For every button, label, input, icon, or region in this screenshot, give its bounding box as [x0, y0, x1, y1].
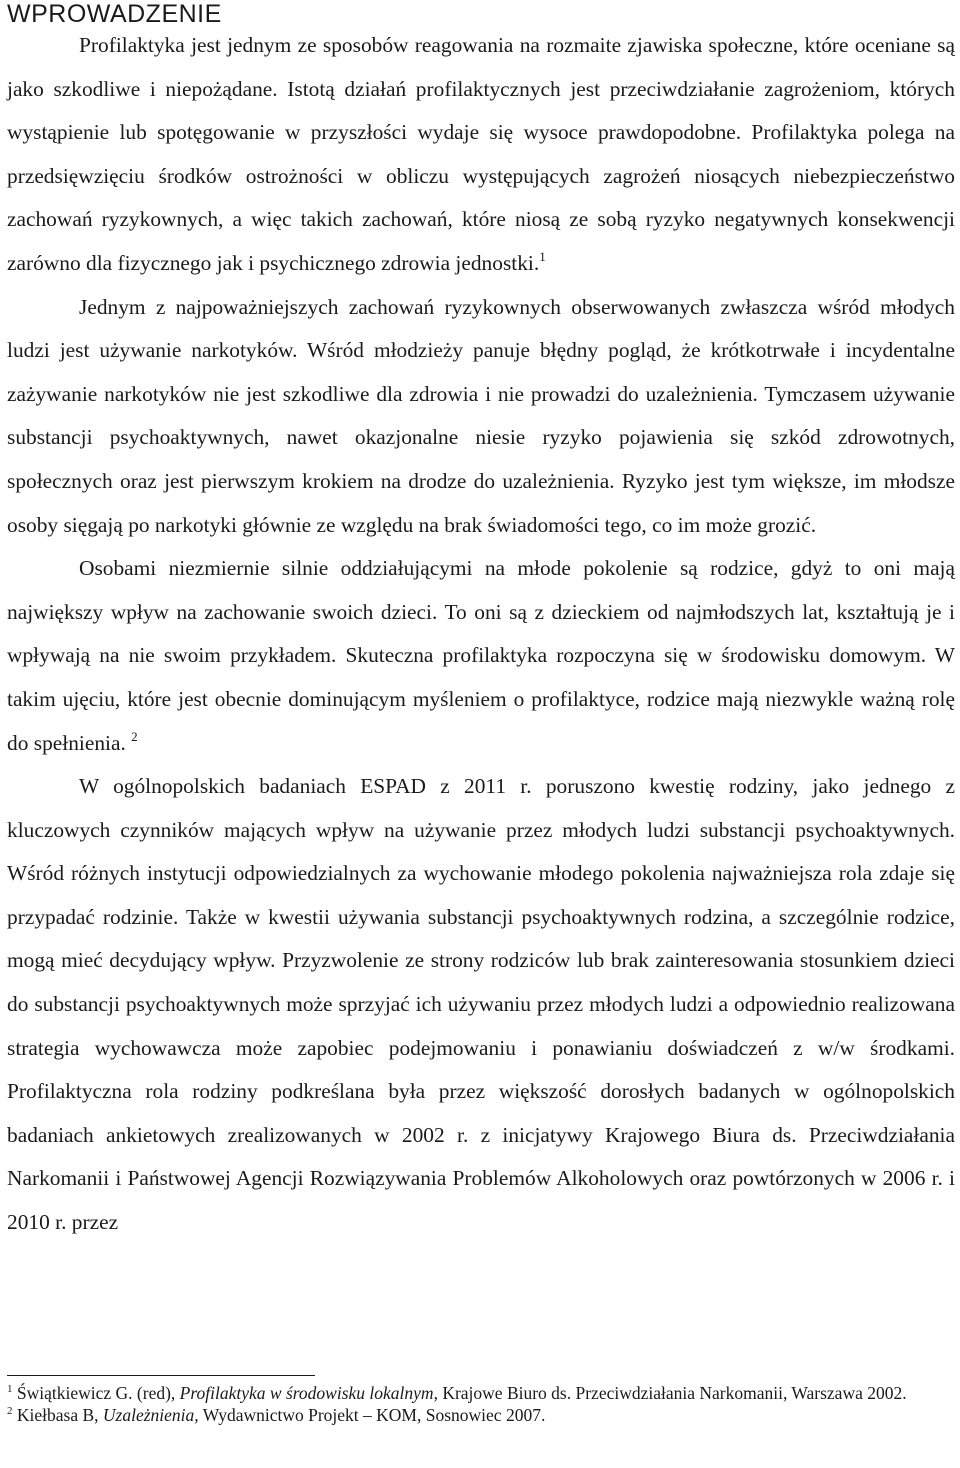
footnote-2-title: Uzależnienia, [102, 1405, 199, 1425]
footnote-1-author: Świątkiewicz G. (red), [16, 1383, 180, 1403]
footnotes-section [7, 1375, 955, 1426]
document-page [7, 0, 955, 1245]
section-heading: WPROWADZENIE [7, 0, 222, 28]
footnote-1-number: 1 [7, 1383, 13, 1395]
paragraph-2-text: Jednym z najpoważniejszych zachowań ryzykownych obserwowanych zwłaszcza wśród młodych ludzi jest używanie narkotyków. Wśród młodzieży panuje błędny pogląd, że krótkotrwałe i incydentalne zażywanie narkotyków nie jest szkodliwe dla zdrowia i nie prowadzi do uzależnienia. Tymczasem używanie substancji psychoaktywnych, nawet okazjonalne niesie ryzyko pojawienia się szkód zdrowotnych, społecznych oraz jest pierwszym krokiem na drodze do uzależnienia. Ryzyko jest tym większe, im młodsze osoby sięgają po narkotyki głównie ze względu na brak świadomości tego, co im może grozić. [7, 294, 955, 537]
paragraph-4 [7, 765, 955, 1245]
paragraph-2 [7, 286, 955, 548]
footnote-2-rest: Wydawnictwo Projekt – KOM, Sosnowiec 2007. [198, 1405, 546, 1425]
footnote-ref-2: 2 [131, 728, 138, 744]
paragraph-3 [7, 547, 955, 765]
paragraph-1 [7, 24, 955, 286]
footnote-2-number: 2 [7, 1405, 13, 1417]
footnote-1-title: Profilaktyka w środowisku lokalnym [179, 1383, 434, 1403]
footnote-separator [7, 1375, 315, 1376]
footnote-2-author: Kiełbasa B, [16, 1405, 103, 1425]
footnote-ref-1: 1 [539, 248, 546, 264]
footnote-1 [7, 1382, 955, 1404]
paragraph-3-text: Osobami niezmiernie silnie oddziałującymi na młode pokolenie są rodzice, gdyż to oni mają największy wpływ na zachowanie swoich dzieci. To oni są z dzieckiem od najmłodszych lat, kształtują je i wpływają na nie swoim przykładem. Skuteczna profilaktyka rozpoczyna się w środowisku domowym. W takim ujęciu, które jest obecnie dominującym myśleniem o profilaktyce, rodzice mają niezwykle ważną rolę do spełnienia. [7, 556, 955, 755]
paragraph-4-text: W ogólnopolskich badaniach ESPAD z 2011 r. poruszono kwestię rodziny, jako jednego z kluczowych czynników mających wpływ na używanie przez młodych ludzi substancji psychoaktywnych. Wśród różnych instytucji odpowiedzialnych za wychowanie młodego pokolenia najważniejsza rola zdaje się przypadać rodzinie. Także w kwestii używania substancji psychoaktywnych rodzina, a szczególnie rodzice, mogą mieć decydujący wpływ. Przyzwolenie ze strony rodziców lub brak zainteresowania stosunkiem dzieci do substancji psychoaktywnych może sprzyjać ich używaniu przez młodych ludzi a odpowiednio realizowana strategia wychowawcza może zapobiec podejmowaniu i ponawianiu doświadczeń z w/w środkami. Profilaktyczna rola rodziny podkreślana była przez większość dorosłych badanych w ogólnopolskich badaniach ankietowych zrealizowanych w 2002 r. z inicjatywy Krajowego Biura ds. Przeciwdziałania Narkomanii i Państwowej Agencji Rozwiązywania Problemów Alkoholowych oraz powtórzonych w 2006 r. i 2010 r. przez [7, 774, 955, 1235]
paragraph-1-text: Profilaktyka jest jednym ze sposobów reagowania na rozmaite zjawiska społeczne, które oceniane są jako szkodliwe i niepożądane. Istotą działań profilaktycznych jest przeciwdziałanie zagrożeniom, których wystąpienie lub spotęgowanie w przyszłości wydaje się wysoce prawdopodobne. Profilaktyka polega na przedsięwzięciu środków ostrożności w obliczu występujących zagrożeń niosących niebezpieczeństwo zachowań ryzykownych, a więc takich zachowań, które niosą ze sobą ryzyko negatywnych konsekwencji zarówno dla fizycznego jak i psychicznego zdrowia jednostki. [7, 33, 955, 275]
footnote-2 [7, 1404, 955, 1426]
footnote-1-rest: , Krajowe Biuro ds. Przeciwdziałania Narkomanii, Warszawa 2002. [433, 1383, 907, 1403]
